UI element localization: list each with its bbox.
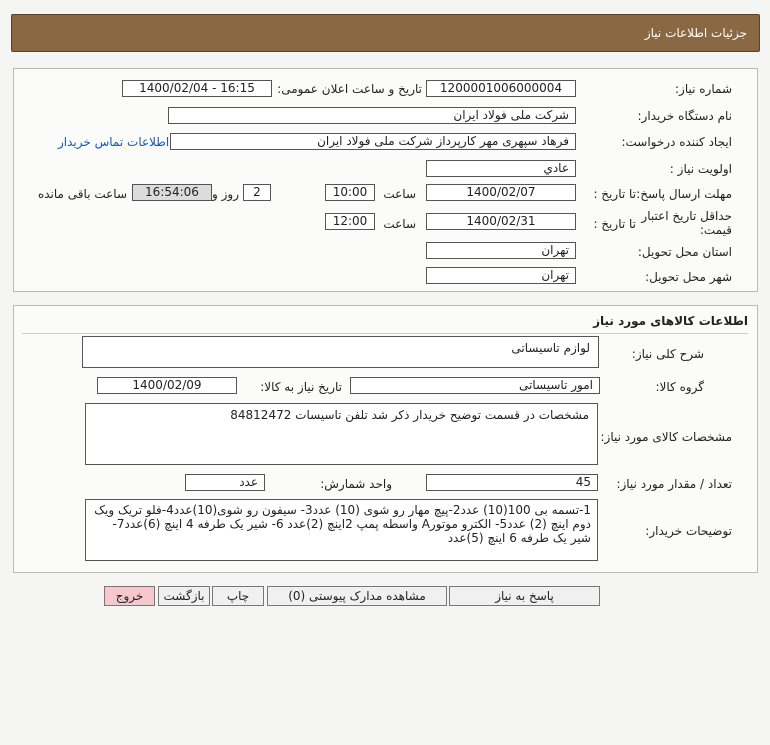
group-label: گروه کالا:: [655, 380, 704, 394]
group-field: امور تاسیساتی: [350, 377, 600, 394]
section-divider: [22, 333, 748, 334]
specs-field: مشخصات در قسمت توضیح خریدار ذکر شد تلفن تاسیسات 84812472: [85, 403, 598, 465]
priority-label: اولویت نیاز :: [669, 162, 732, 176]
creator-label: ایجاد کننده درخواست:: [621, 135, 732, 149]
qty-field: 45: [426, 474, 598, 491]
deadline-date-field: 1400/02/07: [426, 184, 576, 201]
validity-date-field: 1400/02/31: [426, 213, 576, 230]
province-field: تهران: [426, 242, 576, 259]
deadline-to-date-label: تا تاریخ :: [593, 187, 636, 201]
back-button[interactable]: بازگشت: [158, 586, 210, 606]
time-remaining-field: 16:54:06: [132, 184, 212, 201]
need-number-field: 1200001006000004: [426, 80, 576, 97]
print-button[interactable]: چاپ: [212, 586, 264, 606]
announce-field: 1400/02/04 - 16:15: [122, 80, 272, 97]
need-date-label: تاریخ نیاز به کالا:: [260, 380, 342, 394]
unit-field: عدد: [185, 474, 265, 491]
reply-button[interactable]: پاسخ به نیاز: [449, 586, 600, 606]
specs-label: مشخصات کالای مورد نیاز:: [600, 430, 732, 444]
need-date-field: 1400/02/09: [97, 377, 237, 394]
deadline-time-field: 10:00: [325, 184, 375, 201]
city-label: شهر محل تحویل:: [645, 270, 732, 284]
buyer-org-field: شرکت ملی فولاد ایران: [168, 107, 576, 124]
qty-label: تعداد / مقدار مورد نیاز:: [616, 477, 732, 491]
validity-time-label: ساعت: [383, 217, 416, 231]
time-remaining-label: ساعت باقی مانده: [37, 187, 127, 201]
deadline-label: مهلت ارسال پاسخ:: [636, 187, 732, 201]
buyer-notes-label: توضیحات خریدار:: [645, 524, 732, 538]
days-remaining-field: 2: [243, 184, 271, 201]
deadline-time-label: ساعت: [383, 187, 416, 201]
validity-label: حداقل تاریخ اعتبار قیمت:: [641, 209, 732, 237]
unit-label: واحد شمارش:: [320, 477, 392, 491]
days-label: روز و: [212, 187, 239, 201]
general-desc-field: لوازم تاسیساتی: [82, 336, 599, 368]
creator-field: فرهاد سپهری مهر کارپرداز شرکت ملی فولاد ایران: [170, 133, 576, 150]
validity-time-field: 12:00: [325, 213, 375, 230]
buyer-notes-field: 1-تسمه بی 100(10) عدد2-پیچ مهار رو شوی (10) عدد3- سیفون رو شوی(10)عدد4-فلو تریک ویک دوم اینچ (2) عدد5- الکترو موتورA واسطه پمپ 2اینچ (2)عدد 6- شیر یک طرفه 4 اینچ (6)عدد7- شیر یک طرفه 6 اینچ (5)عدد: [85, 499, 598, 561]
priority-field: عادي: [426, 160, 576, 177]
province-label: استان محل تحویل:: [637, 245, 732, 259]
goods-section-title: اطلاعات کالاهای مورد نیاز: [593, 314, 748, 328]
view-attachments-button[interactable]: مشاهده مدارک پیوستی (0): [267, 586, 447, 606]
general-desc-label: شرح کلی نیاز:: [631, 347, 704, 361]
page-title: جزئیات اطلاعات نیاز: [644, 26, 747, 40]
page-header: [11, 14, 760, 52]
buyer-org-label: نام دستگاه خریدار:: [637, 109, 732, 123]
contact-info-link[interactable]: اطلاعات تماس خریدار: [58, 135, 170, 149]
announce-label: تاریخ و ساعت اعلان عمومی:: [277, 82, 422, 96]
exit-button[interactable]: خروج: [104, 586, 155, 606]
need-number-label: شماره نیاز:: [675, 82, 732, 96]
city-field: تهران: [426, 267, 576, 284]
validity-to-date-label: تا تاریخ :: [593, 217, 636, 231]
